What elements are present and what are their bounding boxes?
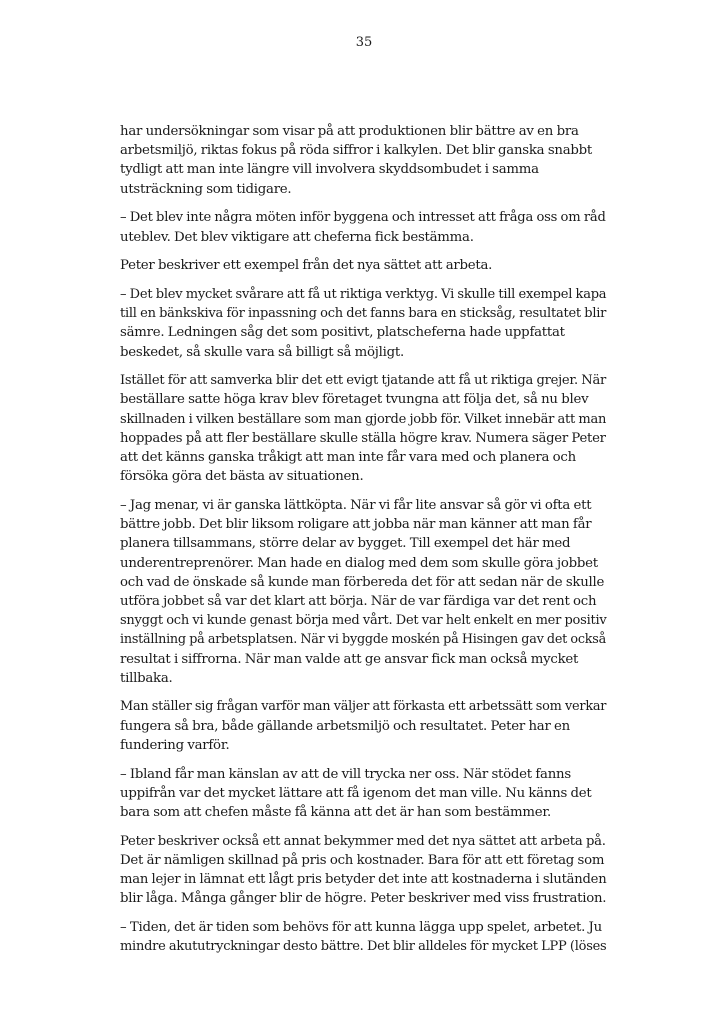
text-line: sämre. Ledningen såg det som positivt, platscheferna hade uppfattat <box>120 325 565 341</box>
page-number: 35 <box>355 35 373 50</box>
text-line: beställare satte höga krav blev företaget tvungna att följa det, så nu blev <box>120 392 589 408</box>
text-line: Man ställer sig frågan varför man väljer att förkasta ett arbetssätt som verkar <box>120 699 607 715</box>
paragraph <box>120 208 606 246</box>
text-line: uppifrån var det mycket lättare att få igenom det man ville. Nu känns det <box>120 785 592 801</box>
text-line: och vad de önskade så kunde man förbereda det för att sedan när de skulle <box>120 574 605 590</box>
text-line: snyggt och vi kunde genast börja med vårt. Det var helt enkelt en mer positiv <box>120 613 607 629</box>
paragraph <box>120 285 606 362</box>
paragraph <box>120 832 606 909</box>
text-line: – Det blev inte några möten inför byggena och intresset att fråga oss om råd <box>120 210 606 226</box>
text-line: beskedet, så skulle vara så billigt så möjligt. <box>120 344 404 360</box>
text-line: har undersökningar som visar på att produktionen blir bättre av en bra <box>120 124 579 139</box>
text-line: bara som att chefen måste få känna att det är han som bestämmer. <box>120 805 551 820</box>
text-line: Peter beskriver också ett annat bekymmer med det nya sättet att arbeta på. <box>120 833 606 849</box>
text-line: fundering varför. <box>120 737 230 753</box>
text-line: hoppades på att fler beställare skulle ställa högre krav. Numera säger Peter <box>120 430 606 446</box>
text-line: – Ibland får man känslan av att de vill trycka ner oss. När stödet fanns <box>120 766 571 782</box>
text-line: Istället för att samverka blir det ett evigt tjatande att få ut riktiga grejer. När <box>120 373 607 389</box>
paragraph <box>120 918 606 956</box>
text-line: resultat i siffrorna. När man valde att ge ansvar fick man också mycket <box>120 651 579 667</box>
text-line: mindre akututryckningar desto bättre. Det blir alldeles för mycket LPP (löses <box>120 939 607 955</box>
text-line: uteblev. Det blev viktigare att cheferna fick bestämma. <box>120 229 474 245</box>
text-line: – Jag menar, vi är ganska lättköpta. När vi får lite ansvar så gör vi ofta ett <box>120 497 592 513</box>
text-line: utsträckning som tidigare. <box>120 181 292 197</box>
text-line: man lejer in lämnat ett lågt pris betyder det inte att kostnaderna i slutänden <box>120 872 607 888</box>
text-line: att det känns ganska tråkigt att man inte får vara med och planera och <box>120 450 576 466</box>
text-line: försöka göra det bästa av situationen. <box>120 469 364 485</box>
text-line: fungera så bra, både gällande arbetsmiljö och resultatet. Peter har en <box>120 718 570 734</box>
paragraph <box>120 765 606 823</box>
paragraph <box>120 122 606 199</box>
paragraph <box>120 697 606 755</box>
paragraph <box>120 371 606 486</box>
text-line: blir låga. Många gånger blir de högre. Peter beskriver med viss frustration. <box>120 891 607 907</box>
text-line: till en bänkskiva för inpassning och det fanns bara en sticksåg, resultatet blir <box>120 306 607 322</box>
text-line: – Tiden, det är tiden som behövs för att kunna lägga upp spelet, arbetet. Ju <box>120 920 602 936</box>
text-line: planera tillsammans, större delar av bygget. Till exempel det här med <box>120 536 571 552</box>
body-text <box>120 122 606 966</box>
text-line: tydligt att man inte längre vill involvera skyddsombudet i samma <box>120 162 539 178</box>
text-line: skillnaden i vilken beställare som man gjorde jobb för. Vilket innebär att man <box>120 411 607 427</box>
text-line: – Det blev mycket svårare att få ut riktiga verktyg. Vi skulle till exempel kapa <box>120 286 607 302</box>
text-line: bättre jobb. Det blir liksom roligare att jobba när man känner att man får <box>120 517 592 533</box>
text-line: Det är nämligen skillnad på pris och kostnader. Bara för att ett företag som <box>120 852 605 868</box>
text-line: underentreprenörer. Man hade en dialog med dem som skulle göra jobbet <box>120 555 598 571</box>
text-line: utföra jobbet så var det klart att börja. När de var färdiga var det rent och <box>120 593 597 609</box>
text-line: arbetsmiljö, riktas fokus på röda siffror i kalkylen. Det blir ganska snabbt <box>120 143 593 159</box>
paragraph <box>120 256 606 275</box>
text-line: inställning på arbetsplatsen. När vi byggde moskén på Hisingen gav det också <box>120 632 606 648</box>
text-line: Peter beskriver ett exempel från det nya sättet att arbeta. <box>120 258 493 274</box>
paragraph <box>120 496 606 688</box>
text-line: tillbaka. <box>120 670 173 686</box>
